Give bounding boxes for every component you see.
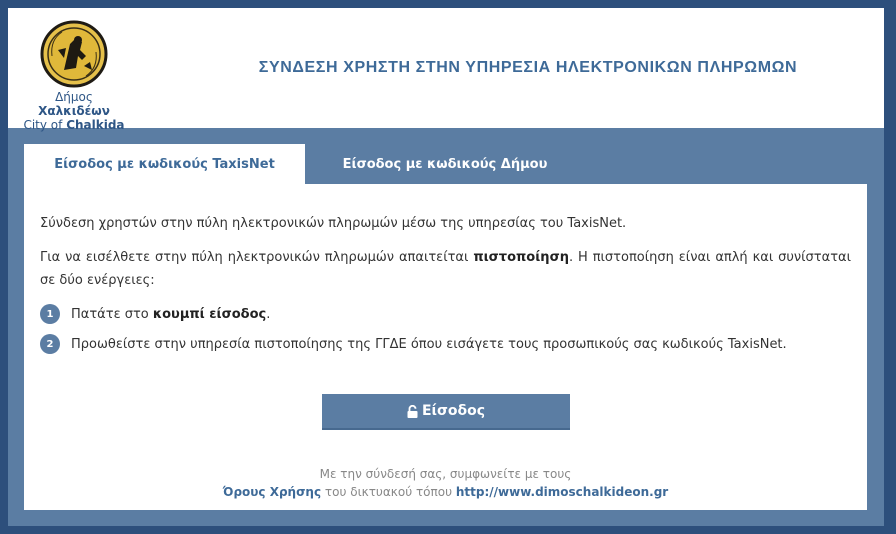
municipality-logo bbox=[22, 20, 126, 132]
authentication-text: Για να εισέλθετε στην πύλη ηλεκτρονικών πληρωμών απαιτείται πιστοποίηση. Η πιστοποίηση είναι απλή και συνίσταται σε δύο ενέργειες: bbox=[40, 250, 851, 288]
login-panel bbox=[24, 184, 867, 510]
logo-name-line: Δήμος Χαλκιδέων bbox=[38, 90, 110, 118]
logo-text bbox=[22, 90, 126, 132]
chalkida-seal-icon bbox=[40, 20, 108, 88]
header bbox=[8, 8, 884, 132]
step-text: Προωθείστε στην υπηρεσία πιστοποίησης της ΓΓΔΕ όπου εισάγετε τους προσωπικούς σας κωδικούς TaxisNet. bbox=[71, 336, 787, 352]
lock-open-icon bbox=[407, 405, 418, 418]
logo-city-line: City of Chalkida bbox=[23, 118, 125, 132]
tab-taxisnet-login[interactable]: Είσοδος με κωδικούς TaxisNet bbox=[24, 144, 305, 184]
website-link[interactable]: http://www.dimoschalkideon.gr bbox=[455, 485, 669, 499]
step-number-badge: 1 bbox=[40, 304, 60, 324]
step-item bbox=[40, 304, 851, 324]
tab-municipality-login[interactable]: Είσοδος με κωδικούς Δήμου bbox=[342, 156, 548, 172]
step-text: Πατάτε στο κουμπί είσοδος. bbox=[71, 306, 271, 322]
step-number-badge: 2 bbox=[40, 334, 60, 354]
page-title: ΣΥΝΔΕΣΗ ΧΡΗΣΤΗ ΣΤΗΝ ΥΠΗΡΕΣΙΑ ΗΛΕΚΤΡΟΝΙΚΩΝ ΠΛΗΡΩΜΩΝ bbox=[258, 59, 798, 76]
page-frame bbox=[8, 8, 884, 526]
terms-of-use-link[interactable]: Όρους Χρήσης bbox=[222, 485, 322, 499]
login-button-label: Είσοδος bbox=[421, 403, 486, 419]
step-item bbox=[40, 334, 851, 354]
terms-links-line: Όρους Χρήσης του δικτυακού τόπου http://www.dimoschalkideon.gr bbox=[222, 485, 669, 499]
intro-text: Σύνδεση χρηστών στην πύλη ηλεκτρονικών πληρωμών μέσω της υπηρεσίας του TaxisNet. bbox=[40, 216, 627, 231]
login-button[interactable] bbox=[322, 394, 570, 430]
terms-notice: Με την σύνδεσή σας, συμφωνείτε με τους bbox=[319, 467, 572, 481]
